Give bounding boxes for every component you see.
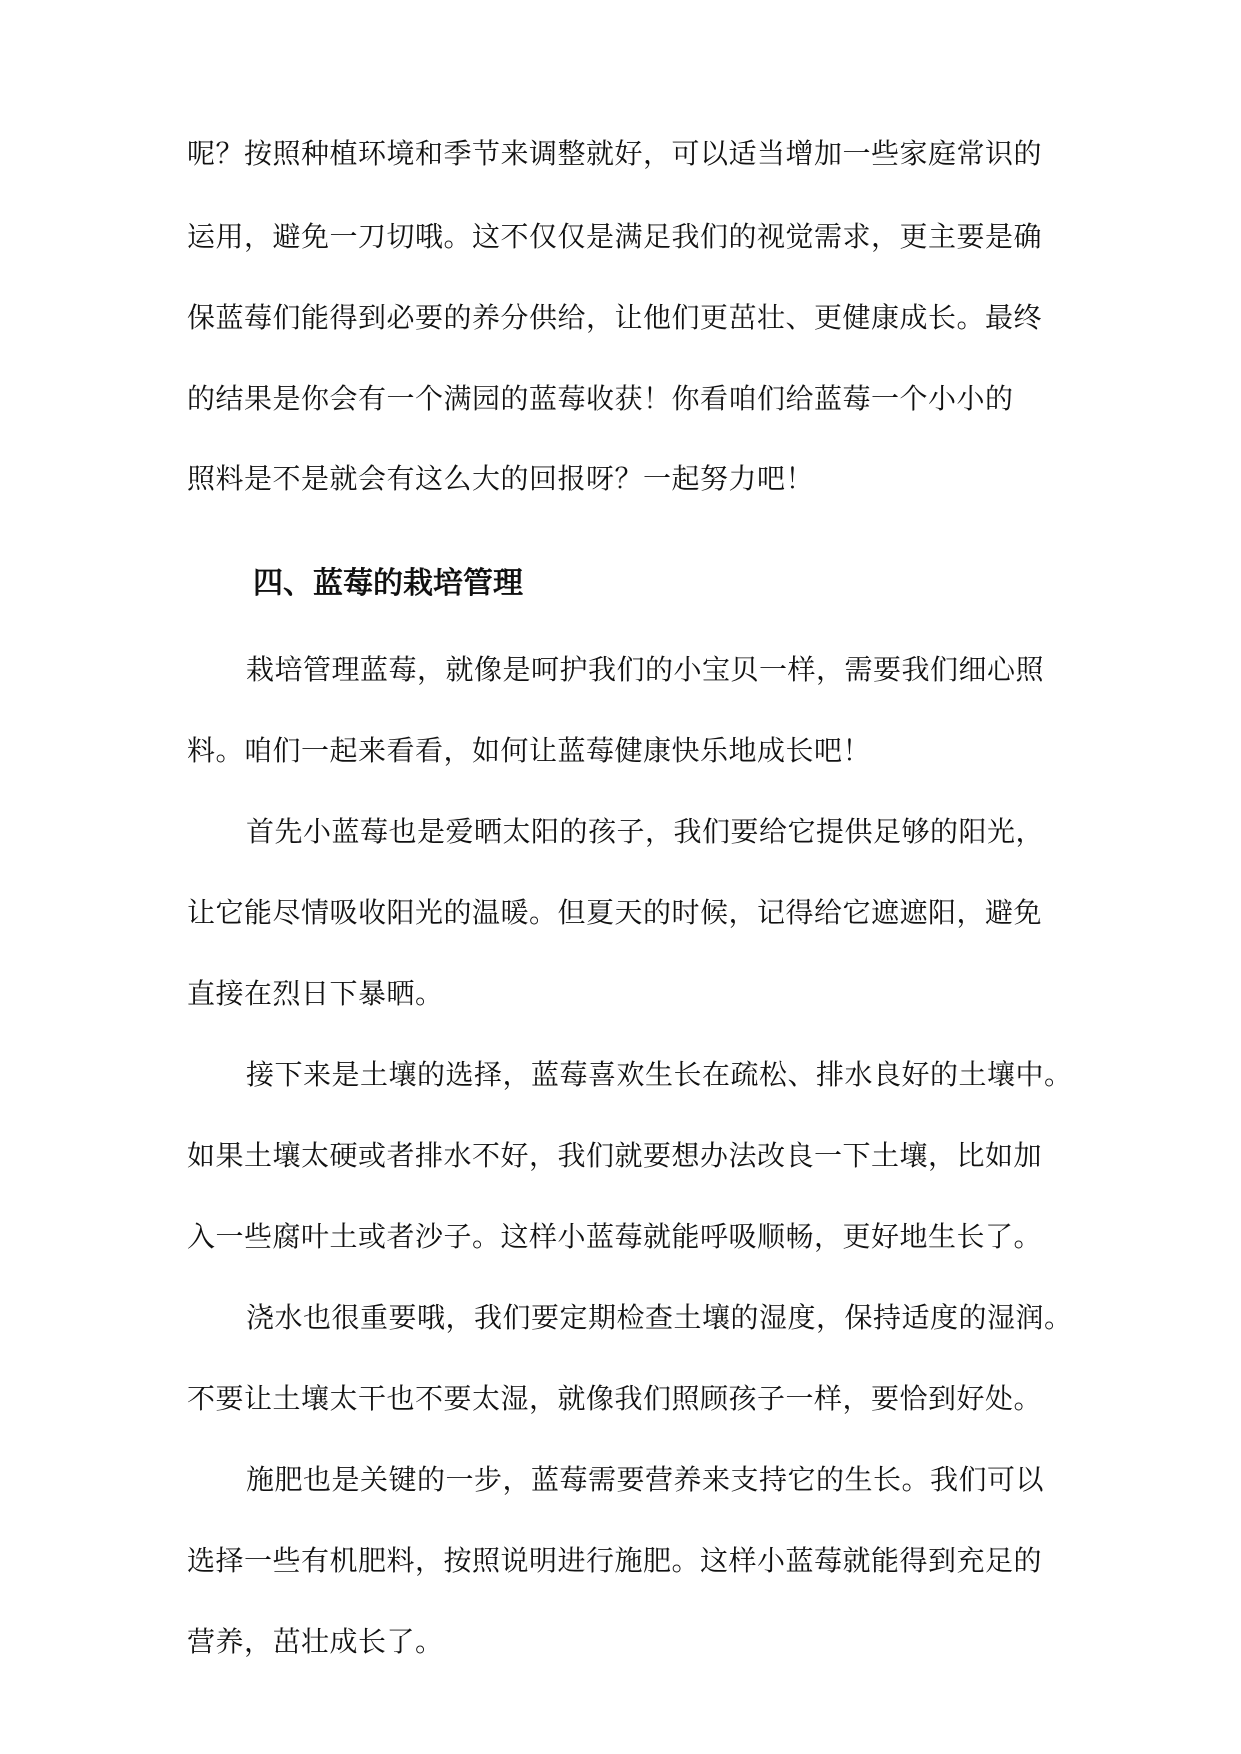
text-line: 营养，茁壮成长了。 <box>187 1625 444 1658</box>
text-line: 接下来是土壤的选择，蓝莓喜欢生长在疏松、排水良好的土壤中。 <box>246 1058 1073 1091</box>
text-line: 栽培管理蓝莓，就像是呵护我们的小宝贝一样，需要我们细心照 <box>246 653 1045 686</box>
text-line: 照料是不是就会有这么大的回报呀？一起努力吧！ <box>187 462 815 495</box>
text-line: 如果土壤太硬或者排水不好，我们就要想办法改良一下土壤，比如加 <box>187 1139 1043 1172</box>
text-line: 的结果是你会有一个满园的蓝莓收获！你看咱们给蓝莓一个小小的 <box>187 382 1014 415</box>
text-line: 选择一些有机肥料，按照说明进行施肥。这样小蓝莓就能得到充足的 <box>187 1544 1043 1577</box>
text-line: 直接在烈日下暴晒。 <box>187 977 444 1010</box>
text-line: 运用，避免一刀切哦。这不仅仅是满足我们的视觉需求，更主要是确 <box>187 220 1043 253</box>
text-line: 让它能尽情吸收阳光的温暖。但夏天的时候，记得给它遮遮阳，避免 <box>187 896 1043 929</box>
text-line: 首先小蓝莓也是爱晒太阳的孩子，我们要给它提供足够的阳光， <box>246 815 1045 848</box>
text-line: 保蓝莓们能得到必要的养分供给，让他们更茁壮、更健康成长。最终 <box>187 301 1043 334</box>
text-line: 呢？按照种植环境和季节来调整就好，可以适当增加一些家庭常识的 <box>187 137 1043 170</box>
text-line: 浇水也很重要哦，我们要定期检查土壤的湿度，保持适度的湿润。 <box>246 1301 1073 1334</box>
text-line: 入一些腐叶土或者沙子。这样小蓝莓就能呼吸顺畅，更好地生长了。 <box>187 1220 1043 1253</box>
text-line: 施肥也是关键的一步，蓝莓需要营养来支持它的生长。我们可以 <box>246 1463 1045 1496</box>
section-heading: 四、蓝莓的栽培管理 <box>253 566 523 601</box>
text-line: 料。咱们一起来看看，如何让蓝莓健康快乐地成长吧！ <box>187 734 872 767</box>
text-line: 不要让土壤太干也不要太湿，就像我们照顾孩子一样，要恰到好处。 <box>187 1382 1043 1415</box>
